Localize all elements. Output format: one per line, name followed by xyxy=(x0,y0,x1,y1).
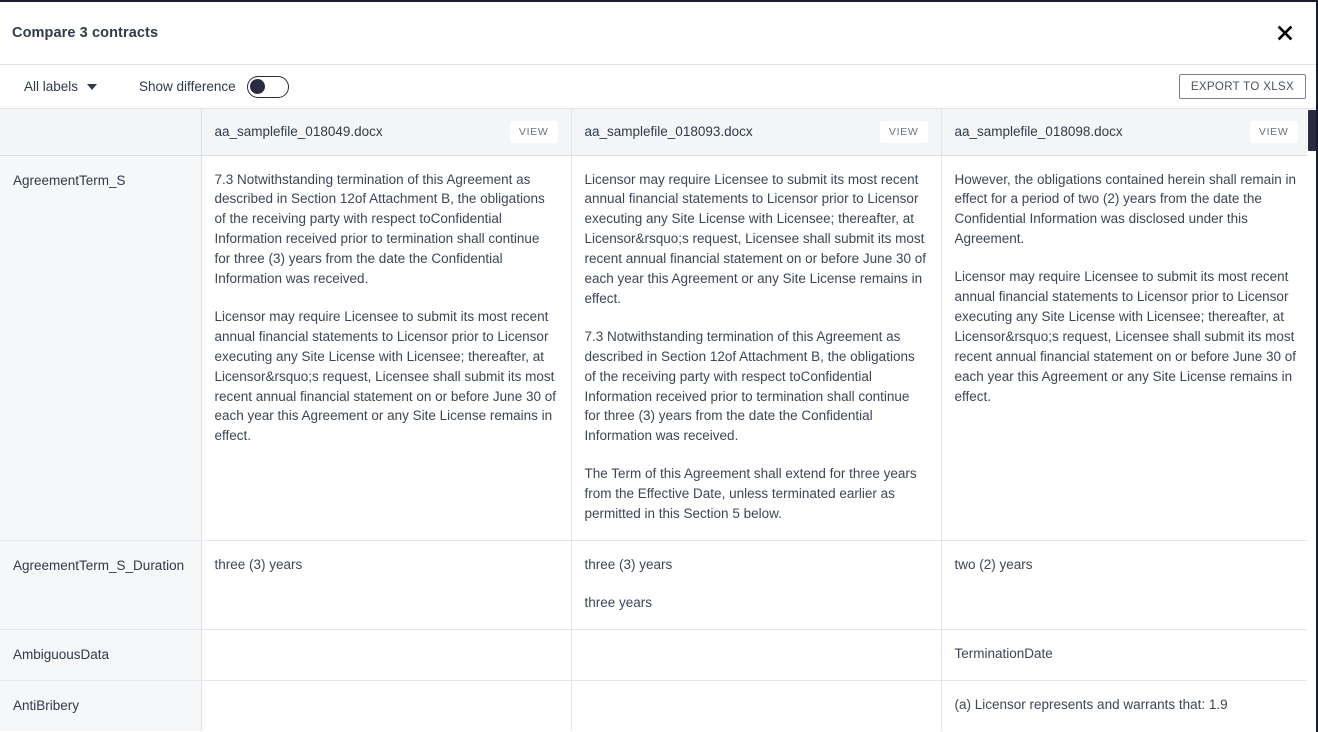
paragraph: The Term of this Agreement shall extend for three years from the Effective Date, unless terminated earlier as permitted in this Section 5 below. xyxy=(584,466,917,522)
paragraph: two (2) years xyxy=(954,557,1033,572)
paragraph: three years xyxy=(584,594,653,610)
labels-filter-dropdown[interactable] xyxy=(24,79,97,94)
comparison-table-scroll-area[interactable] xyxy=(0,109,1318,732)
row-cell xyxy=(201,680,571,731)
paragraph: (a) Licensor represents and warrants that: 1.9 xyxy=(954,696,1228,712)
close-glyph xyxy=(1275,23,1295,43)
show-difference-toggle[interactable] xyxy=(247,76,289,98)
row-cell xyxy=(201,155,571,541)
label-column-header xyxy=(0,109,201,155)
paragraph: Licensor may require Licensee to submit its most recent annual financial statements to Licensor prior to Licensor executing any Site License with Licensee; thereafter, at Licensor&rsquo;s request, Licensee shall submit its most recent annual financial statement on or before June 30 of each year this Agreement or any Site License remains in effect. xyxy=(214,308,556,444)
paragraph: Licensor may require Licensee to submit its most recent annual financial statements to Licensor prior to Licensor executing any Site License with Licensee; thereafter, at Licensor&rsquo;s request, Licensee shall submit its most recent annual financial statement on or before June 30 of each year this Agreement or any Site License remains in effect. xyxy=(584,171,926,306)
paragraph: Licensor may require Licensee to submit its most recent annual financial statements to Licensor prior to Licensor executing any Site License with Licensee; thereafter, at Licensor&rsquo;s request, Licensee shall submit its most recent annual financial statement on or before June 30 of each year this Agreement or any Site License remains in effect. xyxy=(954,269,1296,404)
table-row xyxy=(0,680,1311,731)
labels-filter-value: All labels xyxy=(24,79,79,94)
view-document-button[interactable]: VIEW xyxy=(1250,121,1298,143)
document-column-header xyxy=(201,109,571,155)
paragraph: 7.3 Notwithstanding termination of this Agreement as described in Section 12of Attachment B, the obligations of the receiving party with respect toConfidential Information received prior to termination shall continue for three (3) years from the date the Confidential Information was received. xyxy=(584,328,915,444)
show-difference-group xyxy=(139,76,289,98)
comparison-table xyxy=(0,109,1312,731)
table-row xyxy=(0,541,1311,630)
export-to-xlsx-button[interactable]: EXPORT TO XLSX xyxy=(1179,74,1306,99)
document-column-header xyxy=(571,109,941,155)
row-cell xyxy=(941,155,1311,541)
show-difference-label: Show difference xyxy=(139,79,236,94)
view-document-button[interactable]: VIEW xyxy=(510,121,558,143)
paragraph: 7.3 Notwithstanding termination of this Agreement as described in Section 12of Attachment B, the obligations of the receiving party with respect toConfidential Information received prior to termination shall continue for three (3) years from the date the Confidential Information was received. xyxy=(214,171,545,287)
row-label: AmbiguousData xyxy=(0,629,201,680)
view-document-button[interactable]: VIEW xyxy=(880,121,928,143)
paragraph: However, the obligations contained herein shall remain in effect for a period of two (2) years from the date the Confidential Information was disclosed under this Agreement. xyxy=(954,171,1296,247)
close-icon[interactable] xyxy=(1272,20,1298,46)
document-name: aa_samplefile_018098.docx xyxy=(954,124,1123,140)
table-body xyxy=(0,155,1311,731)
paragraph: three (3) years xyxy=(214,557,303,572)
row-label: AgreementTerm_S xyxy=(0,155,201,541)
compare-toolbar xyxy=(0,65,1318,109)
row-cell xyxy=(571,629,941,680)
row-cell xyxy=(941,629,1311,680)
row-cell xyxy=(571,541,941,630)
row-cell xyxy=(201,541,571,630)
row-cell xyxy=(571,680,941,731)
table-row xyxy=(0,629,1311,680)
table-header-row xyxy=(0,109,1311,155)
table-row xyxy=(0,155,1311,541)
page-title: Compare 3 contracts xyxy=(12,25,159,41)
row-label: AntiBribery xyxy=(0,680,201,731)
document-name: aa_samplefile_018093.docx xyxy=(584,124,753,140)
table-header xyxy=(0,109,1311,155)
paragraph: three (3) years xyxy=(584,557,673,572)
row-cell xyxy=(201,629,571,680)
document-column-header xyxy=(941,109,1311,155)
document-name: aa_samplefile_018049.docx xyxy=(214,124,383,140)
window-titlebar xyxy=(0,2,1318,65)
row-cell xyxy=(941,541,1311,630)
paragraph: TerminationDate xyxy=(954,645,1053,661)
chevron-down-icon xyxy=(87,84,97,90)
toggle-knob xyxy=(250,79,265,94)
row-cell xyxy=(941,680,1311,731)
row-cell xyxy=(571,155,941,541)
row-label: AgreementTerm_S_Duration xyxy=(0,541,201,630)
